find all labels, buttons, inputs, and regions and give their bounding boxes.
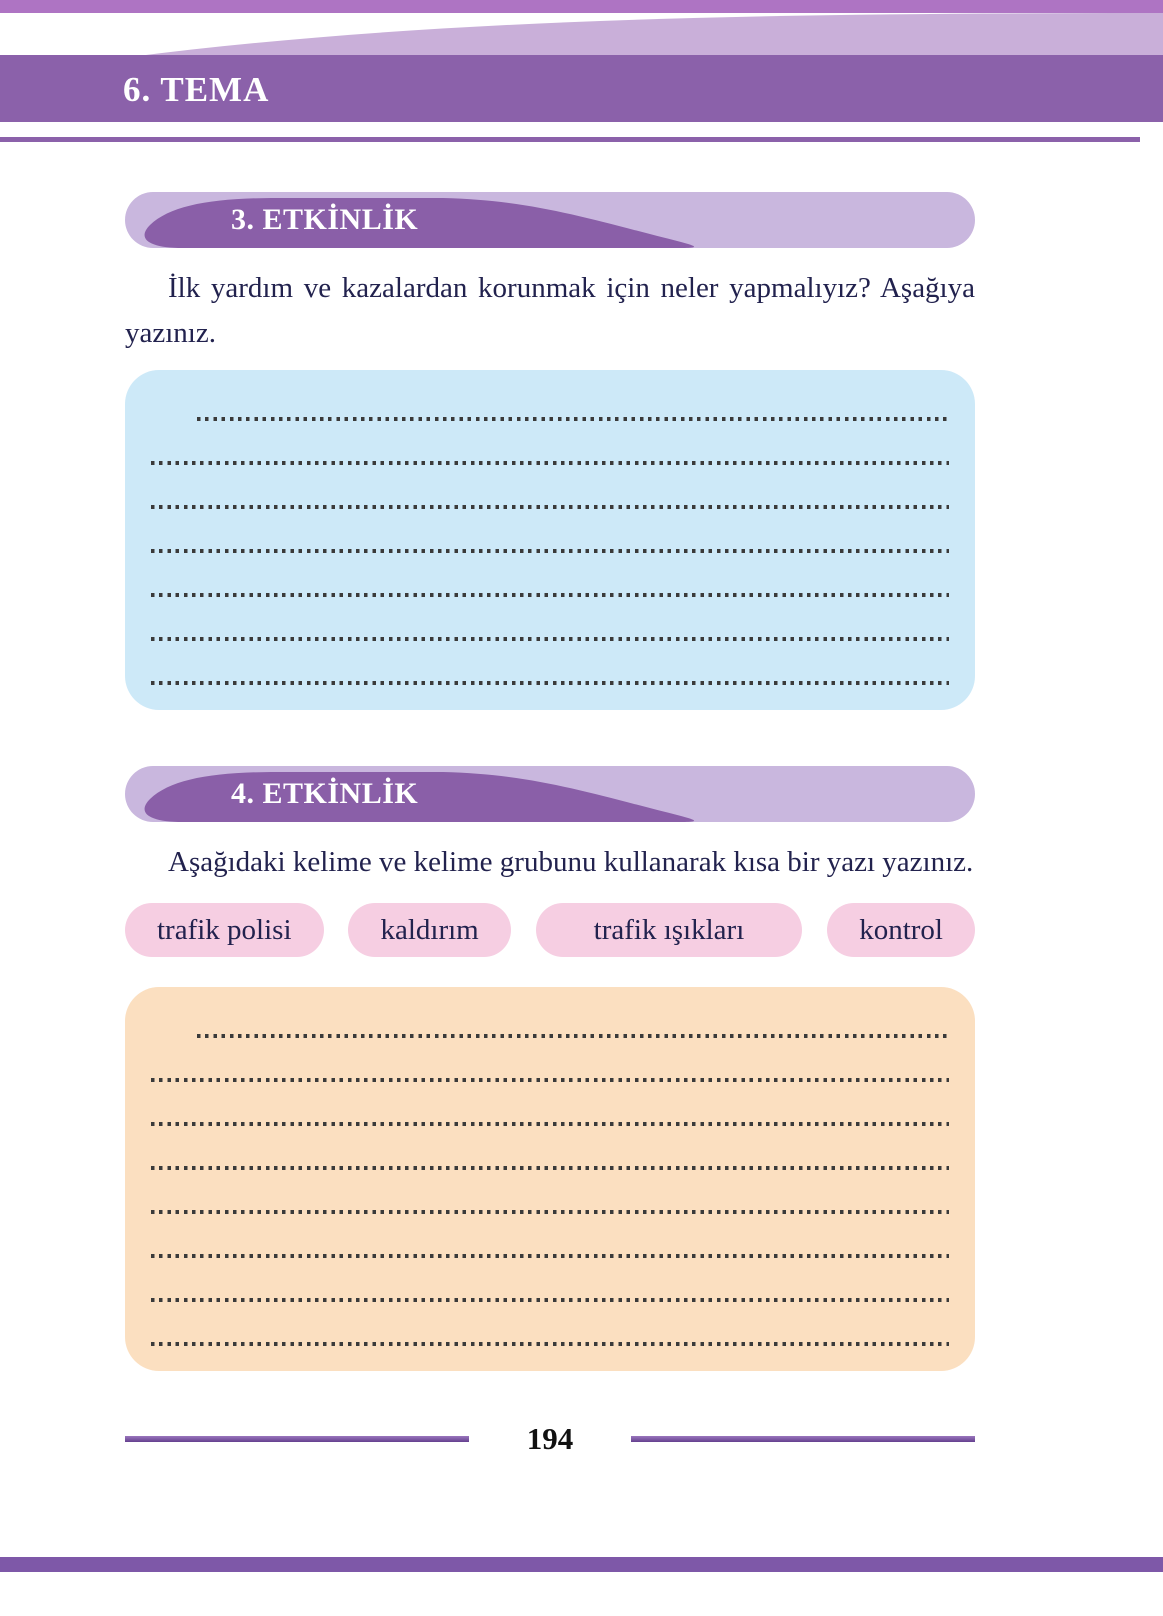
dotted-writing-line [151, 1263, 949, 1307]
activity4-banner-label: 4. ETKİNLİK [231, 777, 419, 810]
page-number: 194 [526, 1421, 574, 1456]
dotted-writing-line [151, 382, 949, 426]
bottom-purple-bar [0, 1557, 1163, 1572]
dotted-writing-line [151, 514, 949, 558]
dotted-writing-line [151, 1087, 949, 1131]
page-content [125, 192, 975, 1457]
activity3-banner-label: 3. ETKİNLİK [231, 203, 419, 236]
dotted-writing-line [151, 1219, 949, 1263]
dotted-writing-line [151, 602, 949, 646]
activity3-banner [125, 192, 975, 248]
dotted-writing-line [151, 470, 949, 514]
dotted-writing-line [151, 1175, 949, 1219]
activity4-instruction: Aşağıdaki kelime ve kelime grubunu kullanarak kısa bir yazı yazınız. [168, 846, 974, 878]
activity3-instruction: İlk yardım ve kazalardan korunmak için neler yapmalıyız? Aşağıya yazınız. [125, 272, 975, 349]
theme-title: 6. TEMA [123, 70, 270, 109]
dotted-writing-line [151, 1307, 949, 1351]
dotted-writing-line [151, 999, 949, 1043]
keyword-pill-trafik-polisi: trafik polisi [125, 903, 324, 957]
dotted-writing-line [151, 558, 949, 602]
keyword-pill-kontrol: kontrol [827, 903, 975, 957]
footer-rule-right [631, 1436, 975, 1442]
page-header [0, 0, 1163, 150]
keyword-pill-trafik-isiklari: trafik ışıkları [536, 903, 803, 957]
keyword-pill-row [125, 903, 975, 957]
dotted-writing-line [151, 1131, 949, 1175]
dotted-writing-line [151, 1043, 949, 1087]
activity4-banner [125, 766, 975, 822]
activity3-writing-area [125, 370, 975, 710]
keyword-pill-kaldirim: kaldırım [348, 903, 510, 957]
footer-rule-left [125, 1436, 469, 1442]
dotted-writing-line [151, 426, 949, 470]
page-footer [125, 1421, 975, 1457]
activity4-writing-area [125, 987, 975, 1371]
dotted-writing-line [151, 646, 949, 690]
